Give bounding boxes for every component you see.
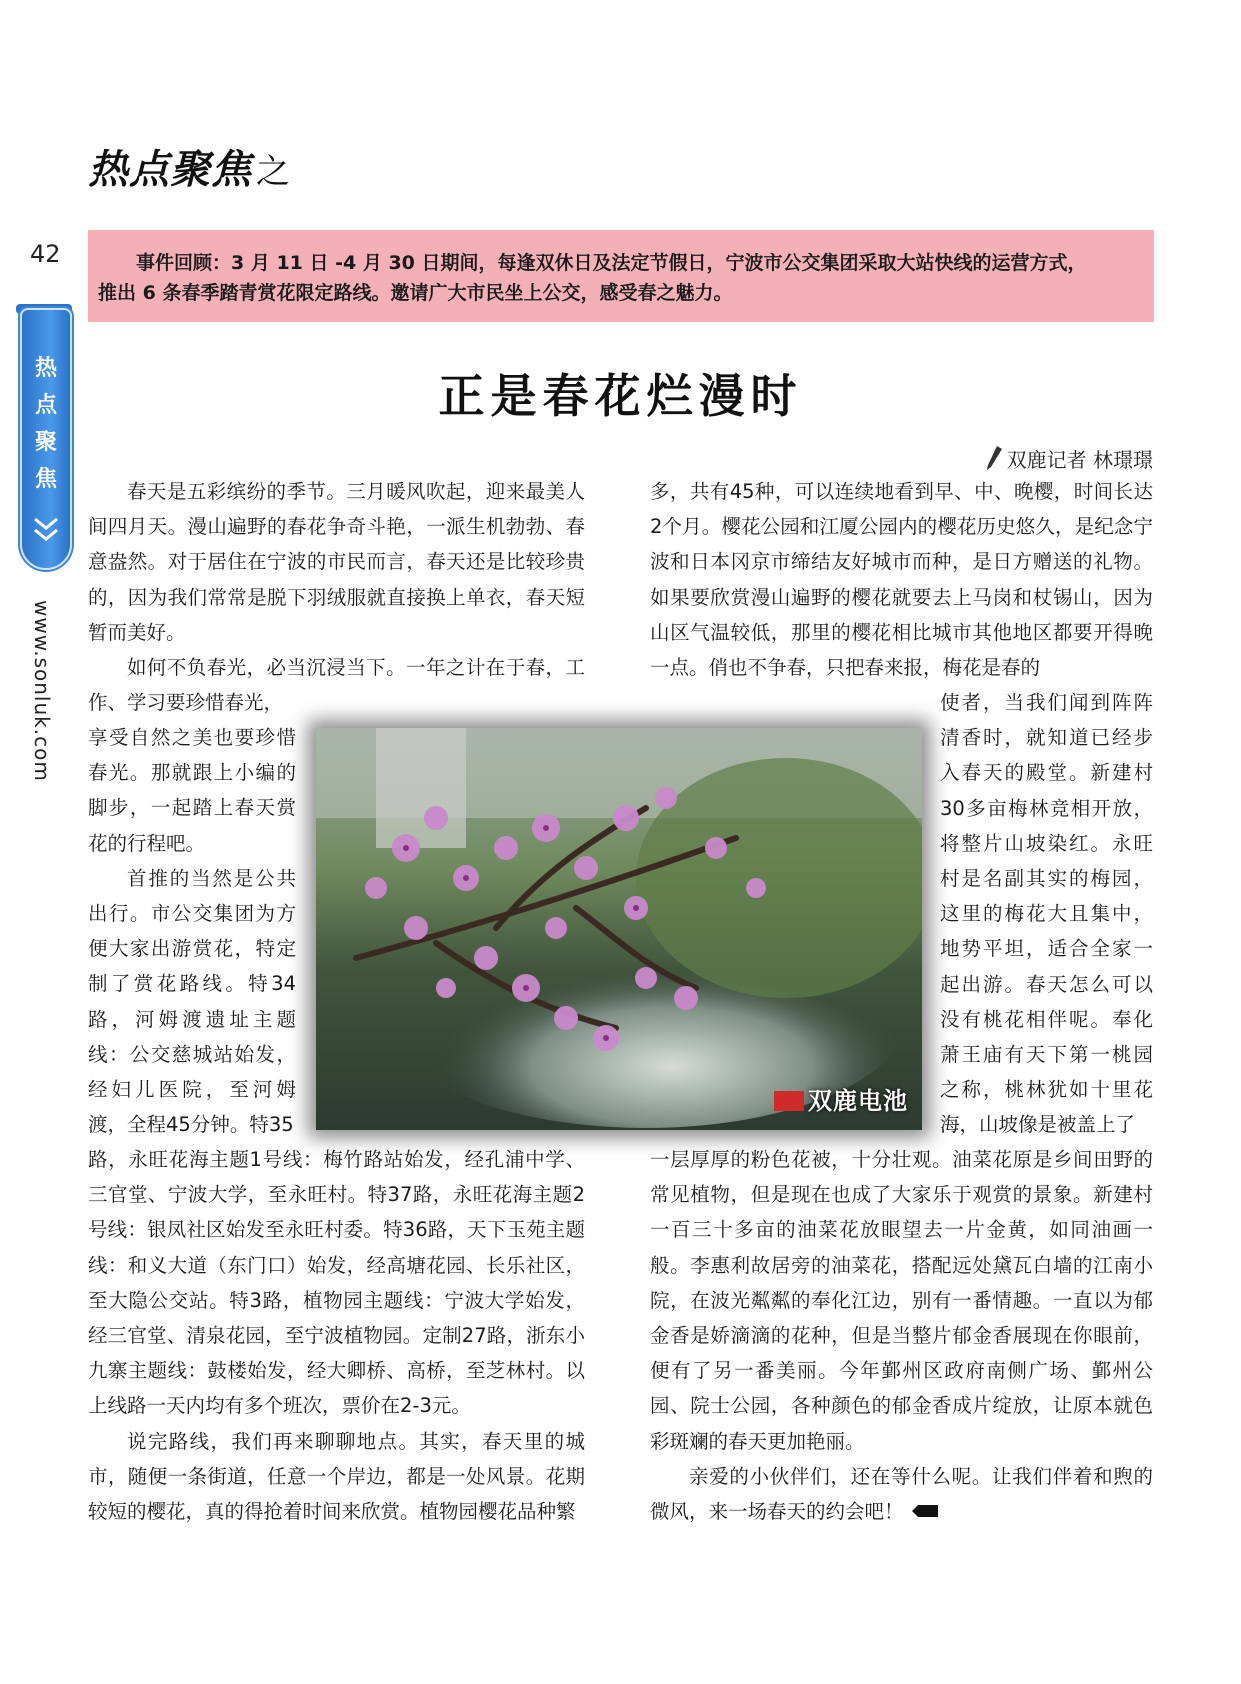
paragraph: 春天是五彩缤纷的季节。三月暖风吹起，迎来最美人间四月天。漫山遍野的春花争奇斗艳，一派生机勃勃、春意盎然。对于居住在宁波的市民而言，春天还是比较珍贵的，因为我们常常是脱下羽绒服就直接换上单衣，春天短暂而美好。 <box>88 480 585 644</box>
section-title-text: 热点聚焦 <box>88 147 252 193</box>
section-title-suffix: 之 <box>256 152 291 192</box>
paragraph: 路，永旺花海主题1号线：梅竹路站始发，经孔浦中学、三官堂、宁波大学，至永旺村。特37路，永旺花海主题2号线：银凤社区始发至永旺村委。特36路，天下玉苑主题线：和义大道（东门口）始发，经高塘花园、长乐社区，至大隐公交站。特3路，植物园主题线：宁波大学始发，经三官堂、清泉花园，至宁波植物园。定制27路，浙东小九寨主题线：鼓楼始发，经大卿桥、高桥，至芝林村。以上线路一天内均有多个班次，票价在2-3元。 <box>88 1148 585 1418</box>
paragraph <box>650 1459 1153 1529</box>
article-title: 正是春花烂漫时 <box>438 369 803 423</box>
side-tab <box>20 308 72 570</box>
byline <box>985 444 1153 473</box>
left-column-bottom <box>88 1142 585 1529</box>
brand-logo-text: 双鹿电池 <box>808 1087 908 1115</box>
side-tab-char: 热 <box>34 356 57 381</box>
end-mark-icon <box>910 1503 938 1519</box>
section-title <box>88 138 291 195</box>
double-chevron-down-icon <box>32 515 60 545</box>
byline-text: 双鹿记者 林璟璟 <box>1006 448 1153 472</box>
paragraph: 说完路线，我们再来聊聊地点。其实，春天里的城市，随便一条街道，任意一个岸边，都是一处风景。花期较短的樱花，真的得抢着时间来欣赏。植物园樱花品种繁 <box>88 1429 585 1524</box>
event-recap-line: 事件回顾：3 月 11 日 -4 月 30 日期间，每逢双休日及法定节假日，宁波市公交集团采取大站快线的运营方式， <box>136 252 1087 274</box>
side-tab-char: 聚 <box>34 430 57 455</box>
event-recap-box <box>88 230 1154 322</box>
website-url: www.sonluk.com <box>30 600 54 782</box>
blossom-photo-image <box>316 728 922 1130</box>
closing-text: 亲爱的小伙伴们，还在等什么呢。让我们伴着和煦的微风，来一场春天的约会吧！ <box>650 1464 1153 1524</box>
brand-logo <box>774 1081 908 1116</box>
blossom-photo <box>316 728 922 1130</box>
right-column-bottom <box>650 1142 1153 1529</box>
left-column-top <box>88 474 585 720</box>
right-column-narrow <box>940 685 1153 1143</box>
paragraph: 首推的当然是公共出行。市公交集团为方便大家出游赏花，特定制了赏花路线。特34路，河姆渡遗址主题线：公交慈城站始发，经妇儿医院，至河姆渡，全程45分钟。特35 <box>88 866 296 1137</box>
right-column-top <box>650 474 1153 685</box>
pen-icon <box>985 445 1003 471</box>
paragraph: 一层厚厚的粉色花被，十分壮观。油菜花原是乡间田野的常见植物，但是现在也成了大家乐于观赏的景象。新建村一百三十多亩的油菜花放眼望去一片金黄，如同油画一般。李惠利故居旁的油菜花，搭配远处黛瓦白墙的江南小院，在波光粼粼的奉化江边，别有一番情趣。一直以为郁金香是娇滴滴的花种，但是当整片郁金香展现在你眼前，便有了另一番美丽。今年鄞州区政府南侧广场、鄞州公园、院士公园，各种颜色的郁金香成片绽放，让原本就色彩斑斓的春天更加艳丽。 <box>650 1148 1153 1453</box>
page-number: 42 <box>30 240 61 268</box>
side-tab-char: 焦 <box>34 467 57 492</box>
side-tab-char: 点 <box>34 393 57 418</box>
paragraph: 如何不负春光，必当沉浸当下。一年之计在于春，工作、学习要珍惜春光， <box>88 656 585 715</box>
paragraph: 享受自然之美也要珍惜春光。那就跟上小编的脚步，一起踏上春天赏花的行程吧。 <box>88 726 296 855</box>
paragraph: 使者，当我们闻到阵阵清香时，就知道已经步入春天的殿堂。新建村30多亩梅林竞相开放，将整片山坡染红。永旺村是名副其实的梅园，这里的梅花大且集中，地势平坦，适合全家一起出游。春天怎么可以没有桃花相伴呢。奉化萧王庙有天下第一桃园之称，桃林犹如十里花海，山坡像是被盖上了 <box>940 691 1153 1137</box>
left-column-narrow <box>88 720 296 1142</box>
event-recap-line: 推出 6 条春季踏青赏花限定路线。邀请广大市民坐上公交，感受春之魅力。 <box>98 282 733 304</box>
paragraph: 多，共有45种，可以连续地看到早、中、晚樱，时间长达2个月。樱花公园和江厦公园内的樱花历史悠久，是纪念宁波和日本冈京市缔结友好城市而种，是日方赠送的礼物。如果要欣赏漫山遍野的樱花就要去上马岗和杖锡山，因为山区气温较低，那里的樱花相比城市其他地区都要开得晚一点。俏也不争春，只把春来报，梅花是春的 <box>650 480 1153 680</box>
